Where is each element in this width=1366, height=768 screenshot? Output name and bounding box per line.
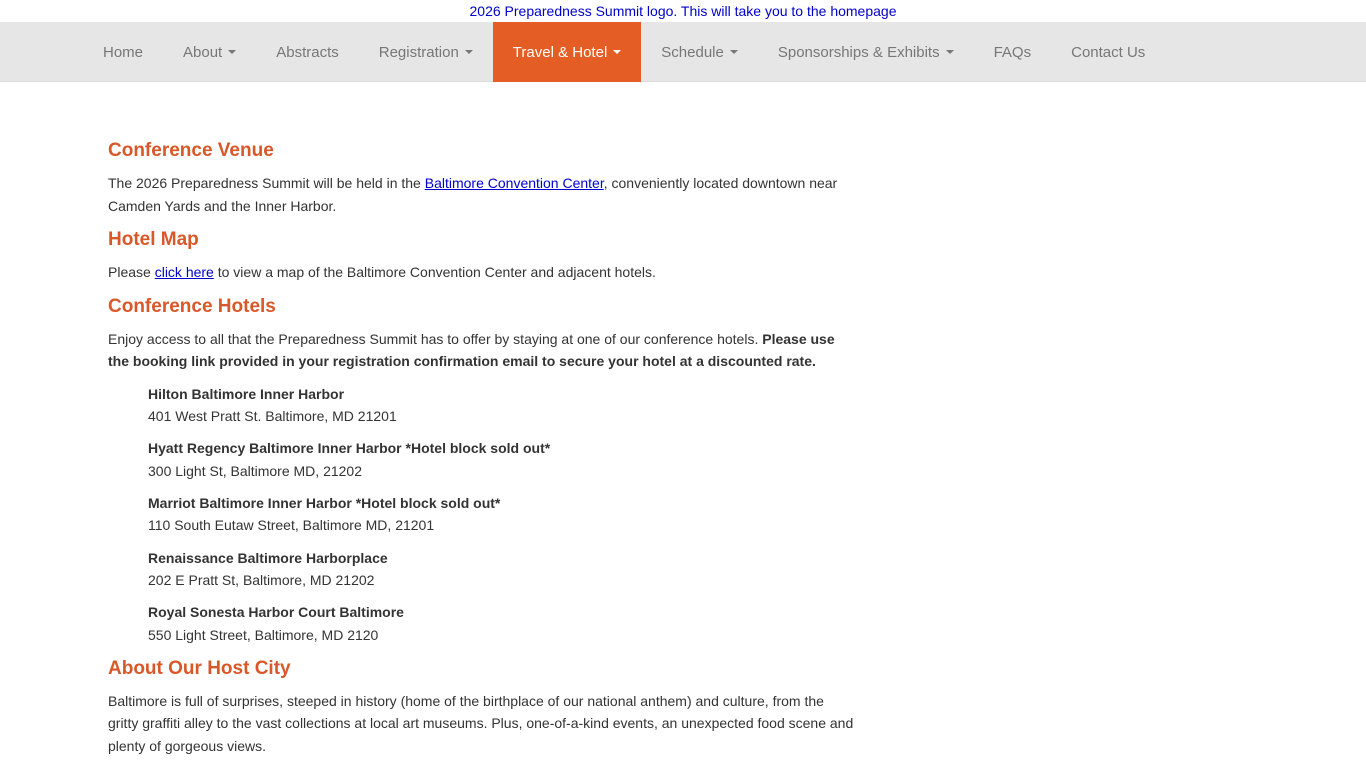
hotel-address: 202 E Pratt St, Baltimore, MD 21202 — [148, 572, 375, 589]
hotels-intro-text: Enjoy access to all that the Preparedness Summit has to offer by staying at one of our conference hotels. — [108, 330, 763, 347]
hotel-item — [148, 547, 858, 592]
venue-heading: Conference Venue — [108, 140, 274, 161]
nav-item-label: Travel & Hotel — [512, 43, 608, 61]
nav-item-label: Contact Us — [1071, 43, 1146, 61]
hotel-item — [148, 601, 858, 646]
caret-down-icon — [730, 50, 738, 54]
venue-text-before: The 2026 Preparedness Summit will be held in the — [108, 175, 425, 191]
caret-down-icon — [613, 50, 621, 54]
nav-item-home[interactable] — [83, 22, 163, 82]
nav-item-label: Sponsorships & Exhibits — [777, 43, 940, 61]
caret-down-icon — [946, 50, 954, 54]
nav-item-abstracts[interactable] — [256, 22, 359, 82]
nav-item-label: Home — [103, 43, 144, 61]
caret-down-icon — [228, 50, 236, 54]
nav-item-about[interactable] — [163, 22, 256, 82]
hotel-address: 550 Light Street, Baltimore, MD 2120 — [148, 626, 379, 643]
nav-item-sponsorships-exhibits[interactable] — [758, 22, 974, 82]
main-navbar — [0, 22, 1366, 82]
nav-item-contact-us[interactable] — [1051, 22, 1165, 82]
hotel-address: 110 South Eutaw Street, Baltimore MD, 21201 — [148, 517, 435, 534]
logo-link[interactable]: 2026 Preparedness Summit logo. This will take you to the homepage — [469, 3, 897, 19]
hotel-map-link[interactable]: click here — [154, 264, 214, 280]
host-city-heading: About Our Host City — [108, 657, 291, 679]
hotel-name: Hyatt Regency Baltimore Inner Harbor *Hotel block sold out* — [148, 440, 551, 457]
hotel-list — [148, 373, 858, 647]
nav-item-faqs[interactable] — [974, 22, 1052, 82]
hotel-name: Marriot Baltimore Inner Harbor *Hotel block sold out* — [148, 494, 501, 511]
nav-item-label: About — [183, 43, 223, 61]
hotel-name: Renaissance Baltimore Harborplace — [148, 549, 388, 566]
hotel-name: Hilton Baltimore Inner Harbor — [148, 385, 345, 402]
nav-item-label: Schedule — [661, 43, 724, 61]
convention-center-link[interactable]: Baltimore Convention Center — [424, 175, 604, 191]
nav-item-label: Abstracts — [276, 43, 339, 61]
nav-item-travel-hotel[interactable] — [493, 22, 641, 82]
hotel-map-text-after: to view a map of the Baltimore Convention Center and adjacent hotels. — [213, 264, 656, 280]
hotel-item — [148, 437, 858, 482]
hotel-map-text-before: Please — [108, 264, 155, 280]
conference-hotels-intro — [108, 328, 858, 373]
hotel-address: 401 West Pratt St. Baltimore, MD 21201 — [148, 408, 397, 424]
nav-item-label: FAQs — [993, 43, 1032, 61]
venue-text-after: , conveniently located downtown near Camden Yards and the Inner Harbor. — [108, 175, 838, 214]
hotel-name: Royal Sonesta Harbor Court Baltimore — [148, 604, 404, 621]
host-city-paragraph: Baltimore is full of surprises, steeped in history (home of the birthplace of our national anthem) and culture, from the gritty graffiti alley to the vast collections at local art museums. Plus, one-of-a-kind events, an unexpected food scene and plenty of gorgeous views. — [108, 692, 854, 754]
conference-hotels-heading: Conference Hotels — [108, 295, 276, 317]
nav-item-schedule[interactable] — [641, 22, 758, 82]
venue-paragraph — [108, 172, 858, 217]
caret-down-icon — [465, 50, 473, 54]
nav-item-label: Registration — [378, 43, 459, 61]
nav-list — [0, 22, 1366, 82]
hotel-item — [148, 383, 858, 428]
hotel-map-paragraph — [108, 261, 858, 284]
hotel-address: 300 Light St, Baltimore MD, 21202 — [148, 462, 363, 479]
main-content — [108, 138, 858, 767]
hotels-intro-bold: Please use the booking link provided in your registration confirmation email to secure your hotel at a discounted rate. — [108, 330, 835, 369]
hotel-map-heading: Hotel Map — [108, 229, 199, 250]
nav-item-registration[interactable] — [359, 22, 493, 82]
hotel-item — [148, 492, 858, 537]
